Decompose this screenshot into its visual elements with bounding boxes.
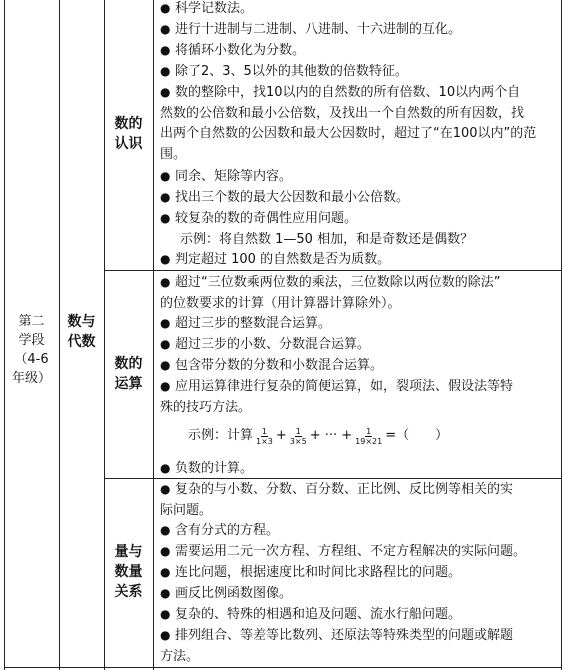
item-text: 将循环小数化为分数。 bbox=[175, 43, 306, 58]
section-label-recognition bbox=[104, 114, 153, 154]
item-text-continued: 围。 bbox=[160, 146, 187, 162]
bullet-icon: ● bbox=[160, 523, 171, 537]
fraction bbox=[255, 427, 274, 446]
item-text: 除了2、3、5以外的其他数的倍数特征。 bbox=[175, 64, 408, 79]
item-text: 应用运算律进行复杂的简便运算，如，裂项法、假设法等特 bbox=[175, 379, 514, 394]
fraction bbox=[289, 427, 308, 446]
item-text-continued: 出两个自然数的公因数和最大公因数时，超过了“在100以内”的范 bbox=[160, 126, 537, 141]
formula-suffix: =（ ） bbox=[385, 428, 449, 443]
item-text: 复杂的与小数、分数、百分数、正比例、反比例等相关的实 bbox=[175, 482, 514, 497]
item-text: 负数的计算。 bbox=[175, 461, 254, 476]
list-item bbox=[160, 458, 560, 480]
formula bbox=[188, 426, 448, 447]
list-item bbox=[160, 61, 560, 83]
list-item bbox=[160, 604, 560, 626]
list-item bbox=[160, 541, 560, 563]
list-item bbox=[160, 376, 560, 418]
bullet-icon: ● bbox=[160, 461, 171, 475]
item-text: 超过“三位数乘两位数的乘法，三位数除以两位数的除法” bbox=[175, 275, 501, 290]
item-text-continued: 殊的技巧方法。 bbox=[160, 399, 252, 415]
section-label-quantity bbox=[104, 542, 153, 602]
numerator: 1 bbox=[261, 426, 267, 436]
list-item bbox=[160, 40, 560, 62]
numerator: 1 bbox=[295, 426, 301, 436]
bullet-icon: ● bbox=[160, 22, 171, 36]
stage-label-line: 第二 bbox=[18, 314, 45, 329]
section-label-operations bbox=[104, 354, 153, 394]
item-text: 数的整除中，找10以内的自然数的所有倍数、10以内两个自 bbox=[175, 85, 521, 100]
list-item bbox=[160, 19, 560, 41]
bullet-icon: ● bbox=[160, 565, 171, 579]
formula-prefix: 示例：计算 bbox=[188, 428, 254, 443]
bullet-icon: ● bbox=[160, 169, 171, 183]
grid-line bbox=[153, 0, 154, 670]
list-item bbox=[160, 479, 560, 521]
bullet-icon: ● bbox=[160, 252, 171, 266]
formula-example bbox=[160, 426, 560, 447]
item-text: 需要运用二元一次方程、方程组、不定方程解决的实际问题。 bbox=[175, 544, 527, 559]
list-item bbox=[160, 520, 560, 542]
denominator: 1×3 bbox=[256, 436, 273, 446]
section-label-line: 量与 bbox=[114, 544, 143, 560]
list-item bbox=[160, 625, 560, 667]
item-text: 画反比例函数图像。 bbox=[175, 586, 293, 601]
item-text: 较复杂的数的奇偶性应用问题。 bbox=[175, 211, 358, 226]
bullet-icon: ● bbox=[160, 64, 171, 78]
section-label-line: 数的 bbox=[114, 116, 143, 132]
item-text: 科学记数法。 bbox=[175, 1, 254, 16]
example-text: 示例：将自然数 1—50 相加，和是奇数还是偶数？ bbox=[180, 231, 474, 247]
list-item bbox=[160, 208, 560, 250]
stage-label-line: 学段 bbox=[18, 333, 45, 348]
list-item bbox=[160, 272, 560, 314]
stage-label bbox=[4, 312, 59, 388]
list-item bbox=[160, 334, 560, 356]
plus-sign: + bbox=[275, 428, 287, 443]
item-text: 复杂的、特殊的相遇和追及问题、流水行船问题。 bbox=[175, 607, 462, 622]
list-item bbox=[160, 313, 560, 335]
item-text: 含有分式的方程。 bbox=[175, 523, 280, 538]
item-text: 连比问题，根据速度比和时间比求路程比的问题。 bbox=[175, 565, 462, 580]
section-label-line: 数的 bbox=[114, 356, 143, 372]
list-item bbox=[160, 355, 560, 377]
stage-label-line: （4-6 bbox=[14, 352, 49, 367]
bullet-icon: ● bbox=[160, 358, 171, 372]
bullet-icon: ● bbox=[160, 43, 171, 57]
list-item bbox=[160, 0, 560, 20]
item-text: 超过三步的整数混合运算。 bbox=[175, 316, 332, 331]
item-text: 找出三个数的最大公因数和最小公倍数。 bbox=[175, 190, 410, 205]
bullet-icon: ● bbox=[160, 275, 171, 289]
list-item bbox=[160, 187, 560, 209]
bullet-icon: ● bbox=[160, 607, 171, 621]
bullet-icon: ● bbox=[160, 337, 171, 351]
list-item bbox=[160, 82, 560, 165]
item-text: 判定超过 100 的自然数是否为质数。 bbox=[175, 252, 391, 267]
section-label-line: 运算 bbox=[114, 376, 143, 392]
row-divider bbox=[4, 667, 561, 668]
bullet-icon: ● bbox=[160, 628, 171, 642]
section-label-line: 关系 bbox=[114, 584, 143, 600]
bullet-icon: ● bbox=[160, 211, 171, 225]
item-text-continued: 际问题。 bbox=[160, 502, 213, 518]
bullet-icon: ● bbox=[160, 544, 171, 558]
domain-label-line: 数与 bbox=[67, 314, 96, 330]
item-text: 包含带分数的分数和小数混合运算。 bbox=[175, 358, 384, 373]
domain-label bbox=[59, 312, 104, 352]
section-label-line: 数量 bbox=[114, 564, 143, 580]
ellipsis-sign: + ··· + bbox=[309, 428, 353, 443]
item-text-continued: 方法。 bbox=[160, 648, 200, 664]
stage-label-line: 年级） bbox=[11, 371, 51, 386]
bullet-icon: ● bbox=[160, 586, 171, 600]
item-text: 超过三步的小数、分数混合运算。 bbox=[175, 337, 371, 352]
list-item bbox=[160, 249, 560, 271]
item-text: 排列组合、等差等比数列、还原法等特殊类型的问题或解题 bbox=[175, 628, 514, 643]
denominator: 3×5 bbox=[289, 436, 307, 446]
bullet-icon: ● bbox=[160, 190, 171, 204]
list-item bbox=[160, 583, 560, 605]
item-text-continued: 的位数要求的计算（用计算器计算除外）。 bbox=[160, 295, 401, 311]
fraction bbox=[354, 427, 383, 446]
list-item bbox=[160, 166, 560, 188]
denominator: 19×21 bbox=[355, 436, 383, 446]
bullet-icon: ● bbox=[160, 316, 171, 330]
bullet-icon: ● bbox=[160, 85, 171, 99]
item-text: 进行十进制与二进制、八进制、十六进制的互化。 bbox=[175, 22, 462, 37]
item-text: 同余、矩除等内容。 bbox=[175, 169, 293, 184]
domain-label-line: 代数 bbox=[67, 334, 96, 350]
bullet-icon: ● bbox=[160, 482, 171, 496]
numerator: 1 bbox=[366, 426, 372, 436]
bullet-icon: ● bbox=[160, 379, 171, 393]
bullet-icon: ● bbox=[160, 1, 171, 15]
item-text-continued: 然数的公倍数和最小公倍数，及找出一个自然数的所有因数，找 bbox=[160, 105, 525, 121]
section-label-line: 认识 bbox=[114, 136, 143, 152]
list-item bbox=[160, 562, 560, 584]
